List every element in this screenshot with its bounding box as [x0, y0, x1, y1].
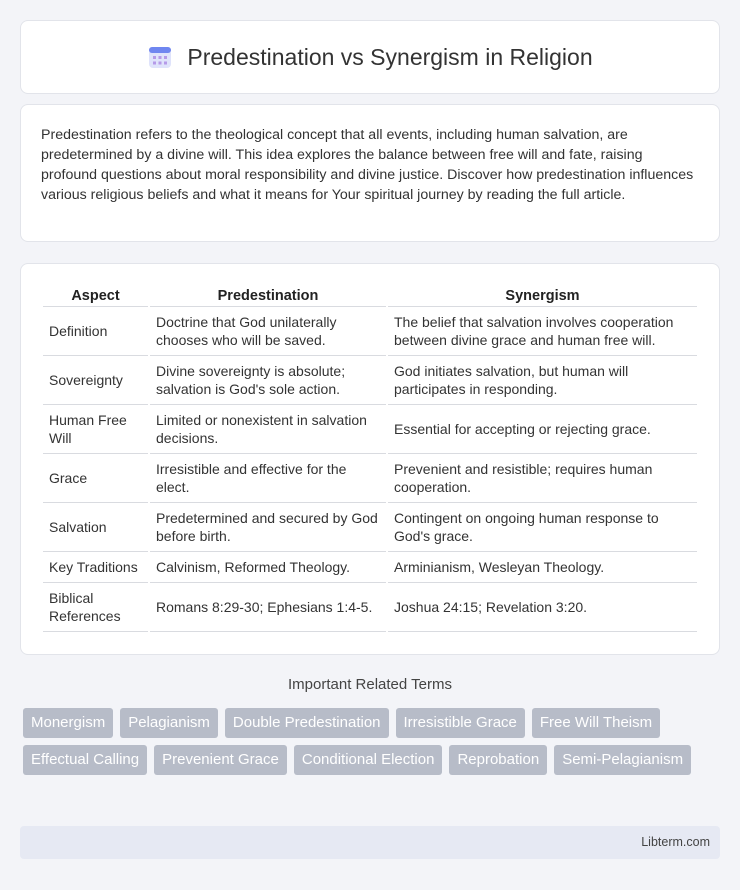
aspect-cell: Grace: [43, 454, 148, 503]
aspect-cell: Key Traditions: [43, 552, 148, 583]
related-term-tag[interactable]: Free Will Theism: [532, 708, 660, 738]
table-row: [43, 405, 697, 454]
column-header: Aspect: [43, 282, 148, 307]
related-term-tag[interactable]: Pelagianism: [120, 708, 218, 738]
synergism-cell: Essential for accepting or rejecting grace.: [388, 405, 697, 454]
page-title: Predestination vs Synergism in Religion: [187, 43, 593, 70]
calendar-icon: [147, 44, 173, 70]
predestination-cell: Divine sovereignty is absolute; salvation is God's sole action.: [150, 356, 386, 405]
related-terms-list: [23, 708, 723, 775]
predestination-cell: Romans 8:29-30; Ephesians 1:4-5.: [150, 583, 386, 632]
related-term-tag[interactable]: Irresistible Grace: [396, 708, 525, 738]
related-term-tag[interactable]: Effectual Calling: [23, 745, 147, 775]
related-term-tag[interactable]: Reprobation: [449, 745, 547, 775]
predestination-cell: Limited or nonexistent in salvation decisions.: [150, 405, 386, 454]
predestination-cell: Predetermined and secured by God before birth.: [150, 503, 386, 552]
synergism-cell: The belief that salvation involves cooperation between divine grace and human free will.: [388, 307, 697, 356]
intro-card: [20, 104, 720, 242]
aspect-cell: Sovereignty: [43, 356, 148, 405]
table-row: [43, 356, 697, 405]
column-header: Synergism: [388, 282, 697, 307]
aspect-cell: Salvation: [43, 503, 148, 552]
table-header-row: [43, 282, 697, 307]
related-term-tag[interactable]: Conditional Election: [294, 745, 443, 775]
table-row: [43, 307, 697, 356]
related-term-tag[interactable]: Semi-Pelagianism: [554, 745, 691, 775]
related-term-tag[interactable]: Double Predestination: [225, 708, 389, 738]
aspect-cell: Biblical References: [43, 583, 148, 632]
table-row: [43, 503, 697, 552]
comparison-card: [20, 263, 720, 655]
table-row: [43, 454, 697, 503]
predestination-cell: Calvinism, Reformed Theology.: [150, 552, 386, 583]
predestination-cell: Doctrine that God unilaterally chooses who will be saved.: [150, 307, 386, 356]
synergism-cell: Joshua 24:15; Revelation 3:20.: [388, 583, 697, 632]
synergism-cell: Prevenient and resistible; requires human cooperation.: [388, 454, 697, 503]
related-term-tag[interactable]: Prevenient Grace: [154, 745, 287, 775]
intro-text: Predestination refers to the theological concept that all events, including human salvation, are predetermined by a divine will. This idea explores the balance between free will and fate, raising profound questions about moral responsibility and divine justice. Discover how predestination influences various religious beliefs and what it means for Your spiritual journey by reading the full article.: [41, 127, 694, 203]
related-term-tag[interactable]: Monergism: [23, 708, 113, 738]
footer: [20, 826, 720, 859]
footer-site-link[interactable]: Libterm.com: [641, 835, 710, 849]
predestination-cell: Irresistible and effective for the elect.: [150, 454, 386, 503]
column-header: Predestination: [150, 282, 386, 307]
related-terms-title: Important Related Terms: [288, 676, 452, 693]
synergism-cell: Contingent on ongoing human response to God's grace.: [388, 503, 697, 552]
header-card: [20, 20, 720, 94]
synergism-cell: Arminianism, Wesleyan Theology.: [388, 552, 697, 583]
aspect-cell: Definition: [43, 307, 148, 356]
aspect-cell: Human Free Will: [43, 405, 148, 454]
comparison-table: [41, 282, 699, 632]
synergism-cell: God initiates salvation, but human will participates in responding.: [388, 356, 697, 405]
table-row: [43, 583, 697, 632]
table-row: [43, 552, 697, 583]
